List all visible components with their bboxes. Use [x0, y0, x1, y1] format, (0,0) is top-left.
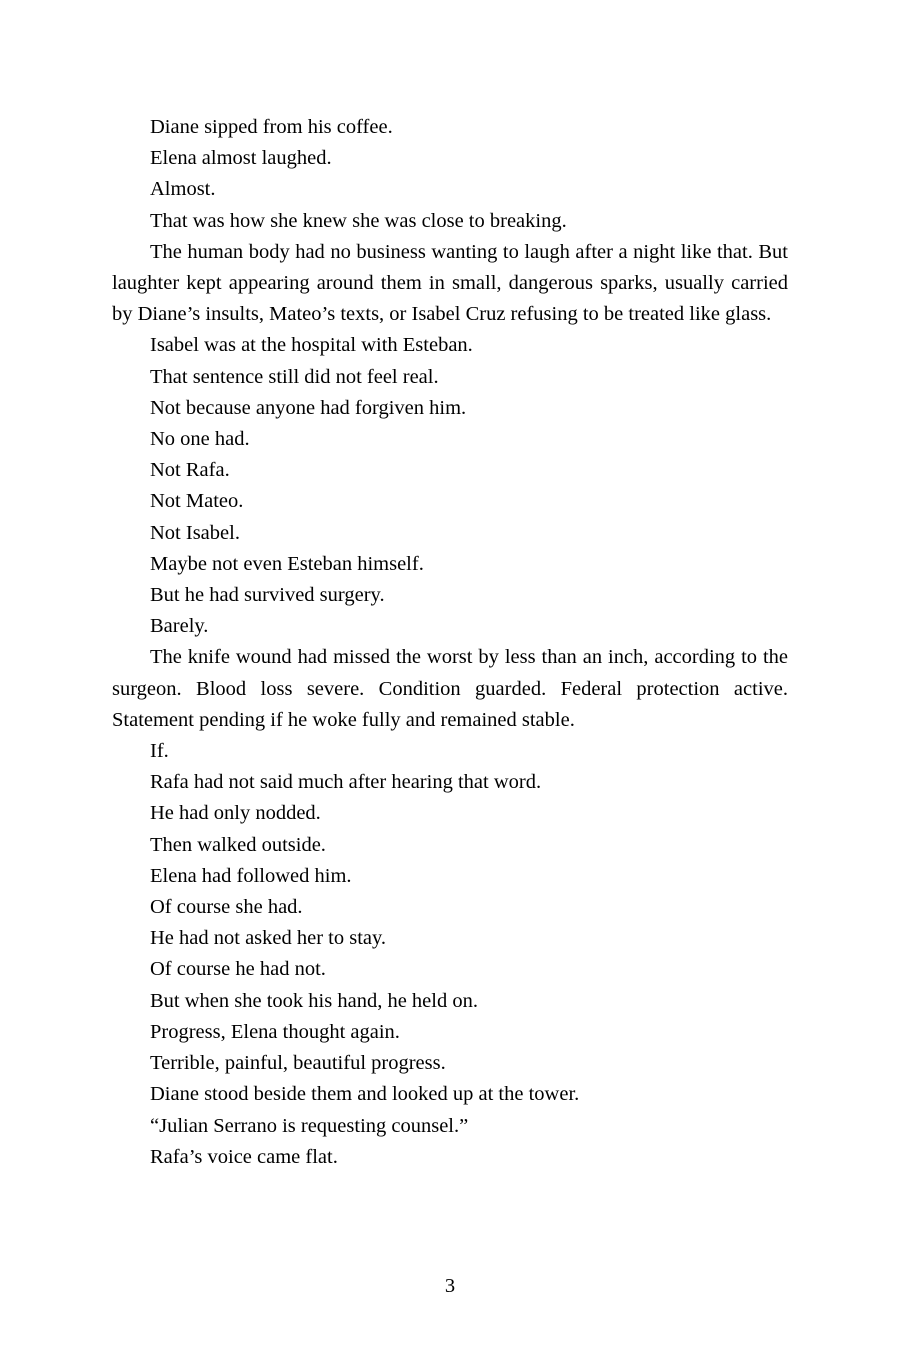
- paragraph: “Julian Serrano is requesting counsel.”: [150, 1114, 469, 1137]
- paragraph: But he had survived surgery.: [150, 584, 385, 607]
- page-number: 3: [444, 1275, 456, 1297]
- paragraph: Progress, Elena thought again.: [150, 1020, 400, 1043]
- paragraph: That was how she knew she was close to breaking.: [150, 209, 567, 232]
- paragraph: Rafa’s voice came flat.: [150, 1145, 338, 1168]
- paragraph: Elena had followed him.: [150, 864, 352, 887]
- paragraph: If.: [150, 740, 169, 763]
- paragraph: Not Isabel.: [150, 521, 240, 544]
- paragraph: Diane sipped from his coffee.: [150, 116, 393, 138]
- paragraph: Diane stood beside them and looked up at the tower.: [150, 1083, 580, 1106]
- paragraph: Then walked outside.: [150, 833, 326, 856]
- paragraph: Isabel was at the hospital with Esteban.: [150, 334, 473, 357]
- paragraph: The knife wound had missed the worst by less than an inch, according to the surgeon. Blood loss severe. Condition guarded. Federal protection active. Statement pending if he woke fully and remained stable.: [112, 646, 788, 731]
- paragraph: Of course she had.: [150, 896, 303, 919]
- paragraph: Terrible, painful, beautiful progress.: [150, 1052, 446, 1075]
- paragraph: No one had.: [150, 428, 250, 451]
- paragraph: Rafa had not said much after hearing that word.: [150, 771, 542, 794]
- paragraph: Maybe not even Esteban himself.: [150, 552, 424, 575]
- paragraph: Barely.: [150, 615, 209, 638]
- paragraph: Not Rafa.: [150, 459, 230, 482]
- paragraph: He had only nodded.: [150, 802, 321, 825]
- paragraph: He had not asked her to stay.: [150, 927, 387, 950]
- paragraph: Elena almost laughed.: [150, 147, 332, 170]
- paragraph: The human body had no business wanting to laugh after a night like that. But laughter kept appearing around them in small, dangerous sparks, usually carried by Diane’s insults, Mateo’s texts, or Isabel Cruz refusing to be treated like glass.: [112, 240, 788, 326]
- body-text: [112, 112, 788, 1173]
- paragraph: Almost.: [150, 178, 216, 201]
- paragraph: Not Mateo.: [150, 490, 244, 513]
- paragraph: That sentence still did not feel real.: [150, 365, 439, 388]
- paragraph: Not because anyone had forgiven him.: [150, 396, 467, 419]
- paragraph: But when she took his hand, he held on.: [150, 989, 478, 1012]
- paragraph: Of course he had not.: [150, 958, 326, 981]
